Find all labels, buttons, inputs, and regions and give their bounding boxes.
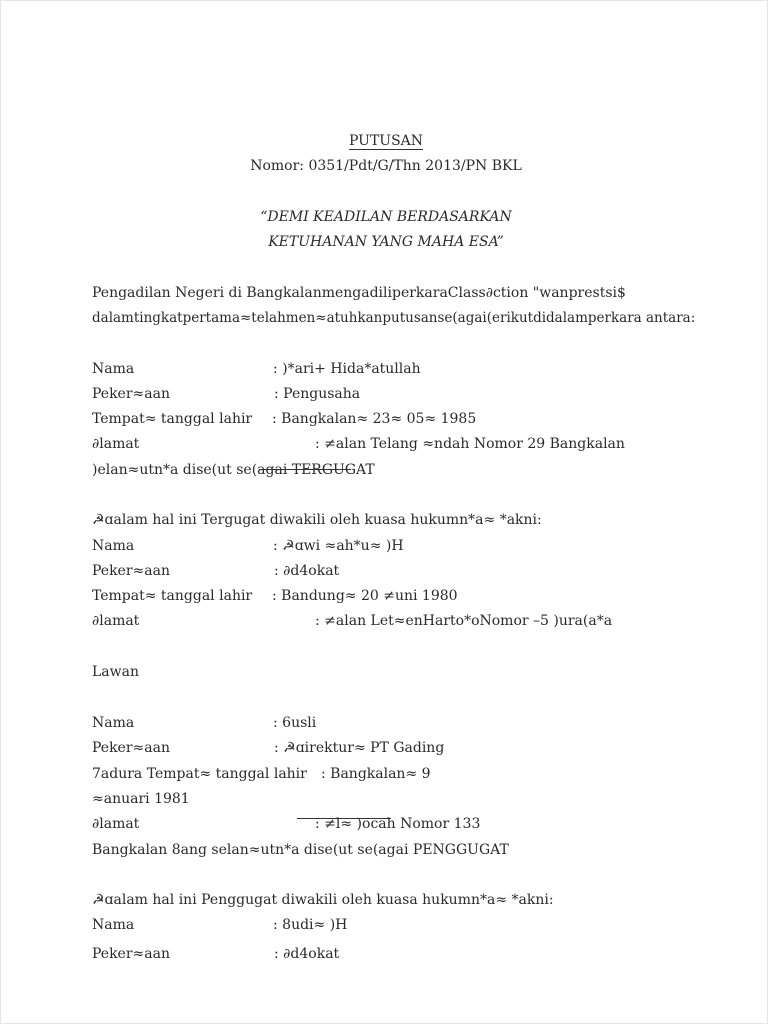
lawan-heading: Lawan [92, 664, 139, 680]
kuasa-penggugat-intro: ☭ɑalam hal ini Penggugat diwakili oleh kuasa hukumn*a≈ *akni: [92, 892, 554, 908]
penggugat-alamat-label: ∂lamat [92, 816, 140, 832]
tergugat-nama-value: : )*ari+ Hida*atullah [273, 361, 421, 377]
document-title: PUTUSAN [348, 133, 424, 149]
tergugat-nama-label: Nama [92, 361, 135, 377]
strike-mark [259, 469, 351, 470]
kuasa-tergugat-nama-label: Nama [92, 538, 135, 554]
kuasa-tergugat-pekerjaan-value: : ∂d4okat [274, 563, 340, 579]
title-underline [349, 149, 423, 150]
motto-line-2: KETUHANAN YANG MAHA ESA” [268, 234, 504, 250]
penggugat-nama-label: Nama [92, 715, 135, 731]
kuasa-penggugat-pekerjaan-value: : ∂d4okat [274, 946, 340, 962]
kuasa-tergugat-pekerjaan-label: Peker≈aan [92, 563, 170, 579]
kuasa-penggugat-nama-value: : 8udi≈ )H [273, 917, 348, 933]
tergugat-ttl-label: Tempat≈ tanggal lahir [92, 411, 253, 427]
kuasa-tergugat-alamat-label: ∂lamat [92, 613, 140, 629]
motto-line-1: “DEMI KEADILAN BERDASARKAN [260, 209, 512, 225]
tergugat-ttl-value: : Bangkalan≈ 23≈ 05≈ 1985 [272, 411, 477, 427]
tergugat-alamat-value: : ≠alan Telang ≈ndah Nomor 29 Bangkalan [315, 436, 625, 452]
kuasa-tergugat-nama-value: : ☭ɑwi ≈ah*u≈ )H [273, 538, 404, 554]
kuasa-tergugat-ttl-label: Tempat≈ tanggal lahir [92, 588, 253, 604]
kuasa-penggugat-pekerjaan-label: Peker≈aan [92, 946, 170, 962]
tergugat-alamat-label: ∂lamat [92, 436, 140, 452]
penggugat-pekerjaan-value: : ☭ɑirektur≈ PT Gading [274, 740, 445, 756]
tergugat-summary: )elan≈utn*a dise(ut se(agai TERGUGAT [92, 462, 375, 478]
penggugat-pekerjaan-label: Peker≈aan [92, 740, 170, 756]
kuasa-penggugat-nama-label: Nama [92, 917, 135, 933]
intro-line-2: dalamtingkatpertama≈telahmen≈atuhkanputusanse(agai(erikutdidalamperkara antara: [92, 310, 696, 326]
case-number: Nomor: 0351/Pdt/G/Thn 2013/PN BKL [250, 158, 522, 174]
tergugat-pekerjaan-label: Peker≈aan [92, 386, 170, 402]
penggugat-ttl-label: 7adura Tempat≈ tanggal lahir [92, 766, 307, 782]
kuasa-tergugat-intro: ☭ɑalam hal ini Tergugat diwakili oleh kuasa hukumn*a≈ *akni: [92, 512, 542, 528]
kuasa-tergugat-alamat-value: : ≠alan Let≈enHarto*oNomor –5 )ura(a*a [315, 613, 613, 629]
penggugat-nama-value: : 6usli [273, 715, 317, 731]
tergugat-pekerjaan-value: : Pengusaha [274, 386, 361, 402]
kuasa-tergugat-ttl-value: : Bandung≈ 20 ≠uni 1980 [272, 588, 458, 604]
penggugat-alamat-value: : ≠l≈ )ocah Nomor 133 [315, 816, 481, 832]
penggugat-ttl-continued: ≈anuari 1981 [92, 791, 190, 807]
penggugat-ttl-value: : Bangkalan≈ 9 [321, 766, 431, 782]
intro-line-1: Pengadilan Negeri di BangkalanmengadiliperkaraClass∂ction "wanprestsi$ [92, 285, 626, 301]
penggugat-summary: Bangkalan 8ang selan≈utn*a dise(ut se(agai PENGGUGAT [92, 842, 509, 858]
